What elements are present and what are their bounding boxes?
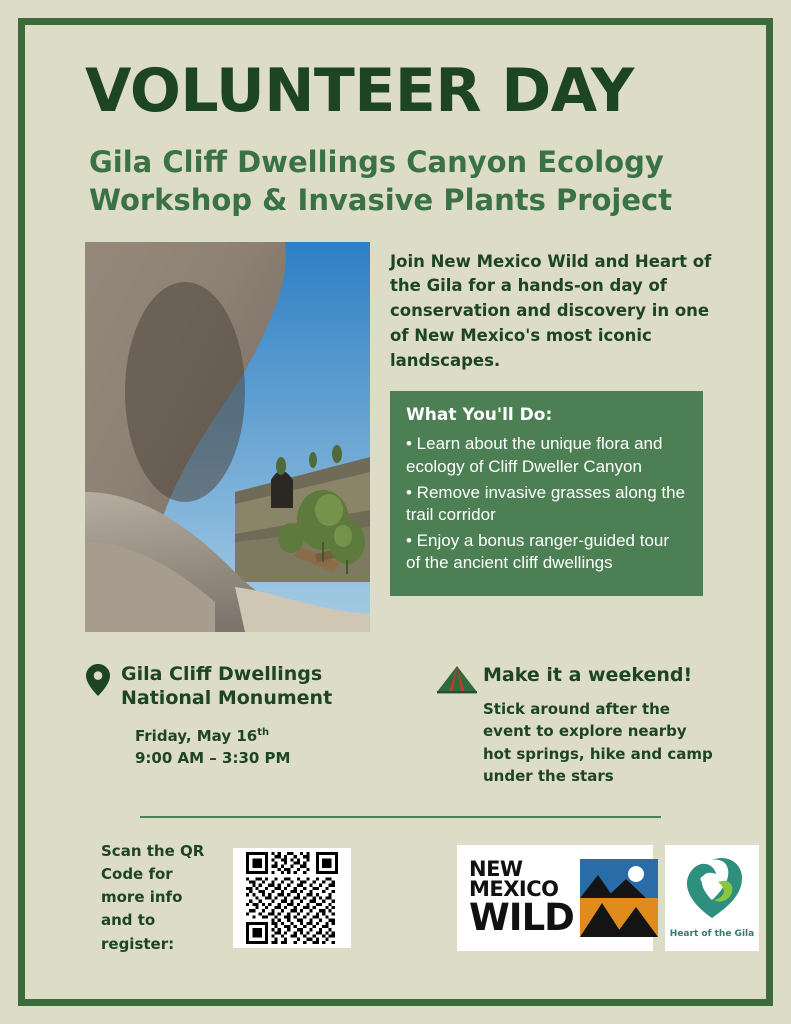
text-column xyxy=(390,242,716,632)
qr-code[interactable] xyxy=(233,848,351,948)
intro-paragraph: Join New Mexico Wild and Heart of the Gila for a hands-on day of conservation and discovery in one of New Mexico's most iconic landscapes. xyxy=(390,251,712,370)
what-youll-do-heading: What You'll Do: xyxy=(406,405,553,426)
nmw-wordmark xyxy=(463,857,574,940)
qr-instructions: Scan the QR Code for more info and to register: xyxy=(101,841,205,953)
new-mexico-wild-logo xyxy=(457,845,653,951)
heart-of-the-gila-logo xyxy=(665,845,759,951)
page-subtitle: Gila Cliff Dwellings Canyon Ecology Workshop & Invasive Plants Project xyxy=(89,145,673,218)
what-youll-do-item: • Enjoy a bonus ranger-guided tour of the ancient cliff dwellings xyxy=(406,530,670,573)
nmw-line-1: NEW MEXICO xyxy=(469,857,559,902)
date-time-block xyxy=(135,725,415,770)
location-block xyxy=(85,662,415,788)
tent-icon xyxy=(435,664,479,694)
event-date-text: Friday, May 16 xyxy=(135,726,258,745)
mountain-icon xyxy=(580,859,658,937)
nmw-line-2: WILD xyxy=(469,896,574,940)
footer-row xyxy=(85,840,755,956)
content-row xyxy=(85,242,716,632)
location-name: Gila Cliff Dwellings National Monument xyxy=(121,662,333,710)
poster-content xyxy=(25,25,766,999)
footer-divider xyxy=(140,816,661,818)
weekend-heading: Make it a weekend! xyxy=(483,663,693,686)
photo-column xyxy=(85,242,370,632)
event-date-ordinal: th xyxy=(257,726,270,738)
canyon-photo xyxy=(85,242,370,632)
event-date xyxy=(135,725,415,748)
what-youll-do-box xyxy=(390,391,703,596)
event-time: 9:00 AM – 3:30 PM xyxy=(135,749,291,768)
map-pin-icon xyxy=(85,664,111,696)
page-title: VOLUNTEER DAY xyxy=(85,56,634,126)
weekend-text: Stick around after the event to explore nearby hot springs, hike and camp under the stars xyxy=(483,699,713,786)
weekend-block xyxy=(433,662,716,788)
what-youll-do-item: • Remove invasive grasses along the trail corridor xyxy=(406,482,686,525)
hotg-label: Heart of the Gila xyxy=(669,929,755,940)
info-row xyxy=(85,662,716,788)
what-youll-do-item: • Learn about the unique flora and ecology of Cliff Dweller Canyon xyxy=(406,434,663,476)
logo-group xyxy=(457,845,759,951)
gila-swirl-icon xyxy=(676,856,748,927)
